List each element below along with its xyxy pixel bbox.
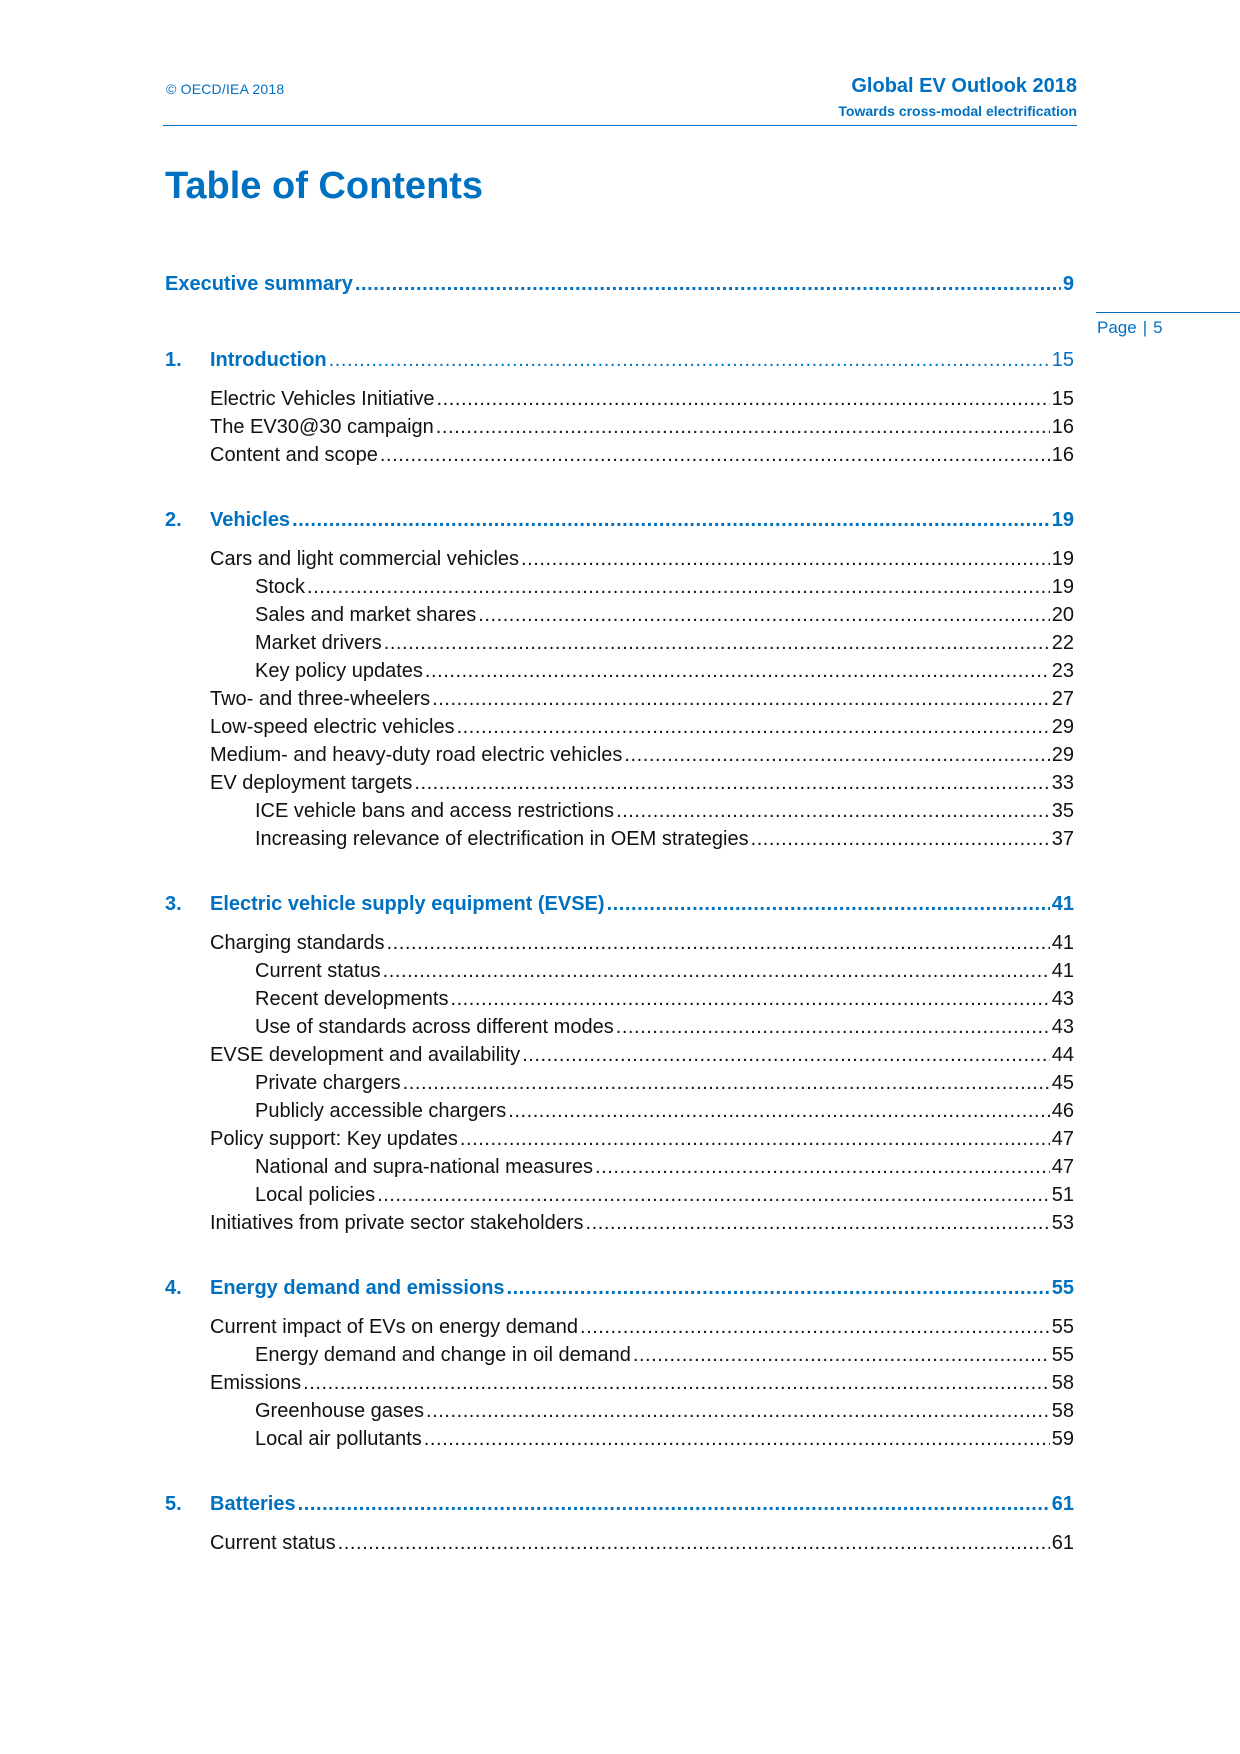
toc-entry-label: Content and scope <box>210 444 378 466</box>
toc-subentry[interactable] <box>165 1153 1074 1181</box>
toc-entry-page: 19 <box>1051 576 1074 598</box>
toc-subentry[interactable] <box>165 1069 1074 1097</box>
toc-leader-dots <box>751 825 1050 853</box>
toc-entry[interactable] <box>165 1125 1074 1153</box>
toc-subentry[interactable] <box>165 985 1074 1013</box>
toc-leader-dots <box>377 1181 1050 1209</box>
toc-entry-label: Stock <box>255 576 306 598</box>
toc-entry-page: 59 <box>1051 1428 1074 1450</box>
toc-entry-label: Executive summary <box>165 273 353 295</box>
toc-entry-label: Recent developments <box>255 988 449 1010</box>
toc-entry-page: 61 <box>1051 1532 1074 1554</box>
toc-leader-dots <box>307 573 1050 601</box>
toc-entry-page: 58 <box>1051 1372 1074 1394</box>
page-marker <box>1097 318 1163 338</box>
toc-entry[interactable] <box>165 385 1074 413</box>
toc-entry-label: Current status <box>255 960 381 982</box>
toc-entry-page: 33 <box>1051 772 1074 794</box>
toc-entry-page: 41 <box>1051 893 1074 915</box>
toc-leader-dots <box>522 1041 1050 1069</box>
toc-entry-label: Policy support: Key updates <box>210 1128 458 1150</box>
document-title: Global EV Outlook 2018 <box>851 75 1077 97</box>
toc-entry[interactable] <box>165 929 1074 957</box>
toc-entry-label: Low-speed electric vehicles <box>210 716 455 738</box>
toc-chapter-vehicles[interactable] <box>165 506 1074 534</box>
copyright-notice: © OECD/IEA 2018 <box>166 81 285 97</box>
page-marker-number: 5 <box>1153 318 1163 337</box>
toc-entry-label: Current impact of EVs on energy demand <box>210 1316 578 1338</box>
toc-chapter-number: 4. <box>165 1277 182 1299</box>
toc-entry[interactable] <box>165 685 1074 713</box>
toc-entry-label: Emissions <box>210 1372 302 1394</box>
toc-entry[interactable] <box>165 1209 1074 1237</box>
toc-subentry[interactable] <box>165 1341 1074 1369</box>
toc-chapter-number: 2. <box>165 509 182 531</box>
toc-leader-dots <box>424 1425 1050 1453</box>
toc-entry-page: 16 <box>1051 416 1074 438</box>
toc-entry-page: 55 <box>1051 1344 1074 1366</box>
toc-chapter-evse[interactable] <box>165 890 1074 918</box>
toc-entry-label: Energy demand and change in oil demand <box>255 1344 631 1366</box>
toc-entry-label: Vehicles <box>210 509 291 531</box>
toc-leader-dots <box>292 506 1050 534</box>
toc-entry-label: Electric vehicle supply equipment (EVSE) <box>210 893 605 915</box>
toc-entry-page: 23 <box>1051 660 1074 682</box>
toc-leader-dots <box>338 1529 1050 1557</box>
toc-entry-label: Local air pollutants <box>255 1428 422 1450</box>
toc-leader-dots <box>607 890 1050 918</box>
toc-leader-dots <box>624 741 1049 769</box>
toc-leader-dots <box>380 441 1050 469</box>
toc-subentry[interactable] <box>165 573 1074 601</box>
toc-leader-dots <box>384 629 1050 657</box>
toc-leader-dots <box>329 346 1050 374</box>
toc-leader-dots <box>403 1069 1050 1097</box>
toc-entry[interactable] <box>165 441 1074 469</box>
toc-entry-label: Private chargers <box>255 1072 401 1094</box>
toc-entry[interactable] <box>165 741 1074 769</box>
toc-subentry[interactable] <box>165 1097 1074 1125</box>
toc-leader-dots <box>460 1125 1050 1153</box>
toc-entry-page: 61 <box>1051 1493 1074 1515</box>
toc-subentry[interactable] <box>165 1425 1074 1453</box>
toc-entry-label: Charging standards <box>210 932 385 954</box>
toc-entry-page: 55 <box>1051 1316 1074 1338</box>
toc-entry-label: Electric Vehicles Initiative <box>210 388 435 410</box>
toc-chapter-number: 3. <box>165 893 182 915</box>
toc-entry-page: 29 <box>1051 716 1074 738</box>
toc-subentry[interactable] <box>165 629 1074 657</box>
toc-entry-page: 55 <box>1051 1277 1074 1299</box>
toc-entry[interactable] <box>165 545 1074 573</box>
toc-leader-dots <box>414 769 1049 797</box>
toc-subentry[interactable] <box>165 1181 1074 1209</box>
toc-leader-dots <box>450 985 1049 1013</box>
toc-entry-page: 45 <box>1051 1072 1074 1094</box>
toc-entry-page: 41 <box>1051 932 1074 954</box>
toc-entry-page: 19 <box>1051 548 1074 570</box>
toc-leader-dots <box>355 270 1061 298</box>
page-title: Table of Contents <box>165 165 484 207</box>
toc-entry-label: Sales and market shares <box>255 604 477 626</box>
toc-entry[interactable] <box>165 413 1074 441</box>
toc-leader-dots <box>432 685 1050 713</box>
toc-entry[interactable] <box>165 1313 1074 1341</box>
toc-subentry[interactable] <box>165 1397 1074 1425</box>
toc-entry-label: Use of standards across different modes <box>255 1016 614 1038</box>
page-marker-divider <box>1096 312 1240 313</box>
toc-leader-dots <box>508 1097 1050 1125</box>
toc-leader-dots <box>436 413 1050 441</box>
header-divider <box>163 125 1077 126</box>
toc-entry-page: 35 <box>1051 800 1074 822</box>
toc-subentry[interactable] <box>165 797 1074 825</box>
toc-entry-page: 22 <box>1051 632 1074 654</box>
toc-leader-dots <box>303 1369 1050 1397</box>
toc-entry-label: Medium- and heavy-duty road electric vehicles <box>210 744 623 766</box>
toc-subentry[interactable] <box>165 601 1074 629</box>
toc-entry-label: Key policy updates <box>255 660 423 682</box>
toc-entry-label: Energy demand and emissions <box>210 1277 505 1299</box>
page-marker-separator: | <box>1142 318 1148 337</box>
toc-entry-label: Introduction <box>210 349 327 371</box>
document-subtitle: Towards cross-modal electrification <box>838 103 1077 119</box>
toc-chapter-number: 5. <box>165 1493 182 1515</box>
toc-entry-executive-summary[interactable] <box>165 270 1074 298</box>
toc-entry-label: Cars and light commercial vehicles <box>210 548 520 570</box>
toc-leader-dots <box>616 1013 1050 1041</box>
toc-entry-page: 15 <box>1051 349 1074 371</box>
toc-entry-page: 15 <box>1051 388 1074 410</box>
toc-entry-label: Two- and three-wheelers <box>210 688 431 710</box>
toc-entry[interactable] <box>165 1369 1074 1397</box>
toc-entry-label: Current status <box>210 1532 336 1554</box>
toc-entry-page: 47 <box>1051 1128 1074 1150</box>
toc-leader-dots <box>586 1209 1050 1237</box>
toc-entry-label: The EV30@30 campaign <box>210 416 434 438</box>
toc-entry-label: Batteries <box>210 1493 296 1515</box>
toc-entry[interactable] <box>165 769 1074 797</box>
page-marker-label: Page <box>1097 318 1137 337</box>
toc-entry-page: 53 <box>1051 1212 1074 1234</box>
toc-entry-label: Publicly accessible chargers <box>255 1100 507 1122</box>
toc-entry-page: 41 <box>1051 960 1074 982</box>
toc-leader-dots <box>437 385 1050 413</box>
toc-entry[interactable] <box>165 713 1074 741</box>
toc-entry-label: National and supra-national measures <box>255 1156 593 1178</box>
toc-entry-page: 19 <box>1051 509 1074 531</box>
toc-entry-page: 47 <box>1051 1156 1074 1178</box>
toc-entry-page: 44 <box>1051 1044 1074 1066</box>
toc-entry-label: ICE vehicle bans and access restrictions <box>255 800 615 822</box>
toc-leader-dots <box>507 1274 1050 1302</box>
toc-subentry[interactable] <box>165 657 1074 685</box>
toc-entry-label: Initiatives from private sector stakeholders <box>210 1212 584 1234</box>
toc-entry-label: Market drivers <box>255 632 382 654</box>
toc-entry-page: 51 <box>1051 1184 1074 1206</box>
toc-chapter-batteries[interactable] <box>165 1490 1074 1518</box>
toc-leader-dots <box>425 657 1050 685</box>
toc-leader-dots <box>616 797 1050 825</box>
toc-entry-page: 29 <box>1051 744 1074 766</box>
toc-entry-page: 46 <box>1051 1100 1074 1122</box>
toc-entry-page: 9 <box>1062 273 1074 295</box>
toc-chapter-introduction[interactable] <box>165 346 1074 374</box>
toc-entry-label: EV deployment targets <box>210 772 413 794</box>
toc-subentry[interactable] <box>165 825 1074 853</box>
toc-entry-label: Greenhouse gases <box>255 1400 425 1422</box>
toc-entry-label: Local policies <box>255 1184 376 1206</box>
toc-leader-dots <box>298 1490 1050 1518</box>
toc-leader-dots <box>387 929 1050 957</box>
toc-subentry[interactable] <box>165 957 1074 985</box>
toc-leader-dots <box>383 957 1050 985</box>
toc-entry[interactable] <box>165 1041 1074 1069</box>
toc-leader-dots <box>457 713 1050 741</box>
toc-chapter-number: 1. <box>165 349 182 371</box>
toc-leader-dots <box>580 1313 1050 1341</box>
toc-leader-dots <box>521 545 1050 573</box>
toc-subentry[interactable] <box>165 1013 1074 1041</box>
toc-entry-page: 43 <box>1051 988 1074 1010</box>
toc-leader-dots <box>478 601 1050 629</box>
toc-leader-dots <box>633 1341 1050 1369</box>
toc-entry-label: EVSE development and availability <box>210 1044 521 1066</box>
toc-entry-page: 58 <box>1051 1400 1074 1422</box>
toc-entry-page: 27 <box>1051 688 1074 710</box>
toc-entry-page: 43 <box>1051 1016 1074 1038</box>
toc-leader-dots <box>595 1153 1050 1181</box>
toc-entry[interactable] <box>165 1529 1074 1557</box>
toc-chapter-energy-demand[interactable] <box>165 1274 1074 1302</box>
toc-entry-page: 20 <box>1051 604 1074 626</box>
toc-entry-page: 37 <box>1051 828 1074 850</box>
toc-leader-dots <box>426 1397 1050 1425</box>
toc-entry-label: Increasing relevance of electrification in OEM strategies <box>255 828 749 850</box>
toc-entry-page: 16 <box>1051 444 1074 466</box>
